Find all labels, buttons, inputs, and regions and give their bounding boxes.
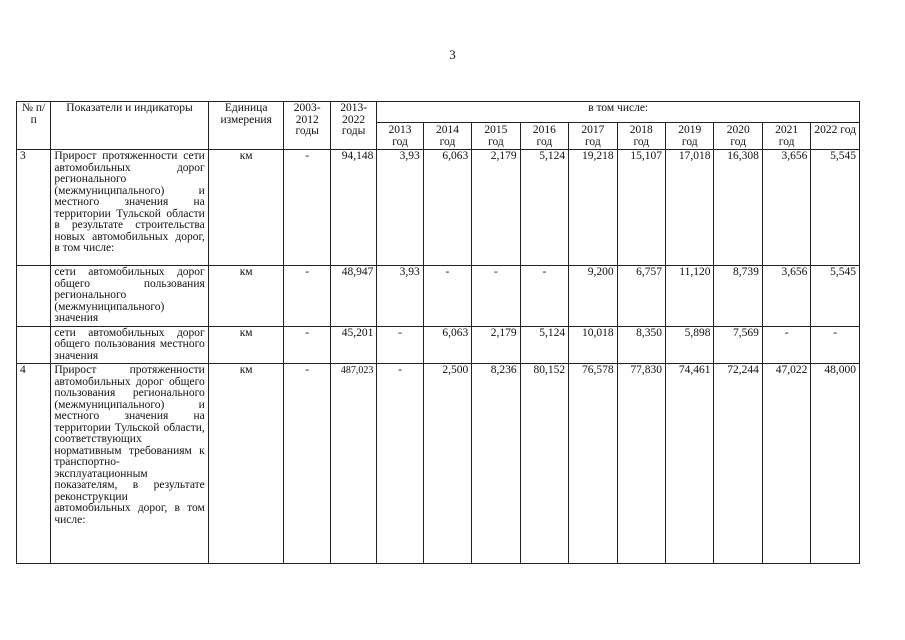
header-year: 2014 год <box>423 123 471 150</box>
row-year-value: 6,063 <box>423 326 471 364</box>
row-year-value: - <box>377 326 423 364</box>
row-indicator: Прирост протяженности сети автомобильных дорог регионального (межмуниципального) и местного значения на территории Тульской области в результате строительства новых автомобильных дорог, в том числе: <box>51 150 208 266</box>
row-year-value: 9,200 <box>569 266 617 327</box>
row-year-value: - <box>811 326 860 364</box>
header-including: в том числе: <box>377 102 860 123</box>
row-year-value: 5,124 <box>520 326 568 364</box>
table-row <box>17 364 860 564</box>
row-year-value: 17,018 <box>666 150 714 266</box>
row-year-value: 19,218 <box>569 150 617 266</box>
row-year-value: 3,93 <box>377 150 423 266</box>
header-unit: Единица измерения <box>208 102 284 150</box>
row-year-value: 48,000 <box>811 364 860 564</box>
header-year: 2017 год <box>569 123 617 150</box>
row-period-2003-2012: - <box>284 150 330 266</box>
row-year-value: 6,063 <box>423 150 471 266</box>
row-num <box>17 326 51 364</box>
row-unit: км <box>208 150 284 266</box>
row-year-value: - <box>377 364 423 564</box>
row-year-value: 5,545 <box>811 150 860 266</box>
row-num <box>17 266 51 327</box>
table-row <box>17 266 860 327</box>
row-year-value: - <box>472 266 520 327</box>
row-year-value: 3,656 <box>762 266 810 327</box>
row-year-value: 77,830 <box>617 364 665 564</box>
table-row <box>17 326 860 364</box>
header-year: 2016 год <box>520 123 568 150</box>
row-num: 3 <box>17 150 51 266</box>
row-indicator: Прирост протяженности автомобильных дорог общего пользования регионального (межмуниципального) и местного значения на территории Тульской области, соответствующих нормативным требованиям к транспортно-эксплуатационным показателям, в результате реконструкции автомобильных дорог, в том числе: <box>51 364 208 564</box>
row-year-value: 6,757 <box>617 266 665 327</box>
row-year-value: 11,120 <box>666 266 714 327</box>
row-year-value: 2,179 <box>472 150 520 266</box>
page-number: 3 <box>449 47 456 62</box>
row-period-2003-2012: - <box>284 266 330 327</box>
row-year-value: 7,569 <box>714 326 762 364</box>
row-indicator: сети автомобильных дорог общего пользования местного значения <box>51 326 208 364</box>
row-year-value: 8,350 <box>617 326 665 364</box>
header-year: 2021 год <box>762 123 810 150</box>
row-year-value: 8,739 <box>714 266 762 327</box>
row-year-value: 5,124 <box>520 150 568 266</box>
header-period-2003-2012: 2003-2012 годы <box>284 102 330 150</box>
row-year-value: 2,500 <box>423 364 471 564</box>
row-unit: км <box>208 364 284 564</box>
row-period-2013-2022: 94,148 <box>330 150 376 266</box>
indicators-table <box>16 101 860 564</box>
row-period-2003-2012: - <box>284 326 330 364</box>
row-unit: км <box>208 326 284 364</box>
row-year-value: 74,461 <box>666 364 714 564</box>
row-year-value: - <box>762 326 810 364</box>
row-period-2013-2022: 48,947 <box>330 266 376 327</box>
header-year: 2015 год <box>472 123 520 150</box>
row-year-value: 15,107 <box>617 150 665 266</box>
row-year-value: - <box>423 266 471 327</box>
row-indicator: сети автомобильных дорог общего пользования регионального (межмуниципального) значения <box>51 266 208 327</box>
row-period-2003-2012: - <box>284 364 330 564</box>
row-year-value: - <box>520 266 568 327</box>
row-year-value: 3,93 <box>377 266 423 327</box>
header-year: 2022 год <box>811 123 860 150</box>
row-year-value: 3,656 <box>762 150 810 266</box>
header-period-2013-2022: 2013-2022 годы <box>330 102 376 150</box>
header-row <box>17 102 860 123</box>
row-unit: км <box>208 266 284 327</box>
table-row <box>17 150 860 266</box>
row-year-value: 76,578 <box>569 364 617 564</box>
header-year: 2019 год <box>666 123 714 150</box>
row-year-value: 72,244 <box>714 364 762 564</box>
row-year-value: 8,236 <box>472 364 520 564</box>
row-year-value: 2,179 <box>472 326 520 364</box>
header-year: 2013 год <box>377 123 423 150</box>
row-year-value: 5,545 <box>811 266 860 327</box>
row-period-2013-2022: 45,201 <box>330 326 376 364</box>
header-indicators: Показатели и индикаторы <box>51 102 208 150</box>
row-year-value: 16,308 <box>714 150 762 266</box>
row-year-value: 5,898 <box>666 326 714 364</box>
row-num: 4 <box>17 364 51 564</box>
row-year-value: 47,022 <box>762 364 810 564</box>
row-period-2013-2022: 487,023 <box>330 364 376 564</box>
row-year-value: 80,152 <box>520 364 568 564</box>
header-year: 2018 год <box>617 123 665 150</box>
header-num: № п/п <box>17 102 51 150</box>
header-year: 2020 год <box>714 123 762 150</box>
row-year-value: 10,018 <box>569 326 617 364</box>
